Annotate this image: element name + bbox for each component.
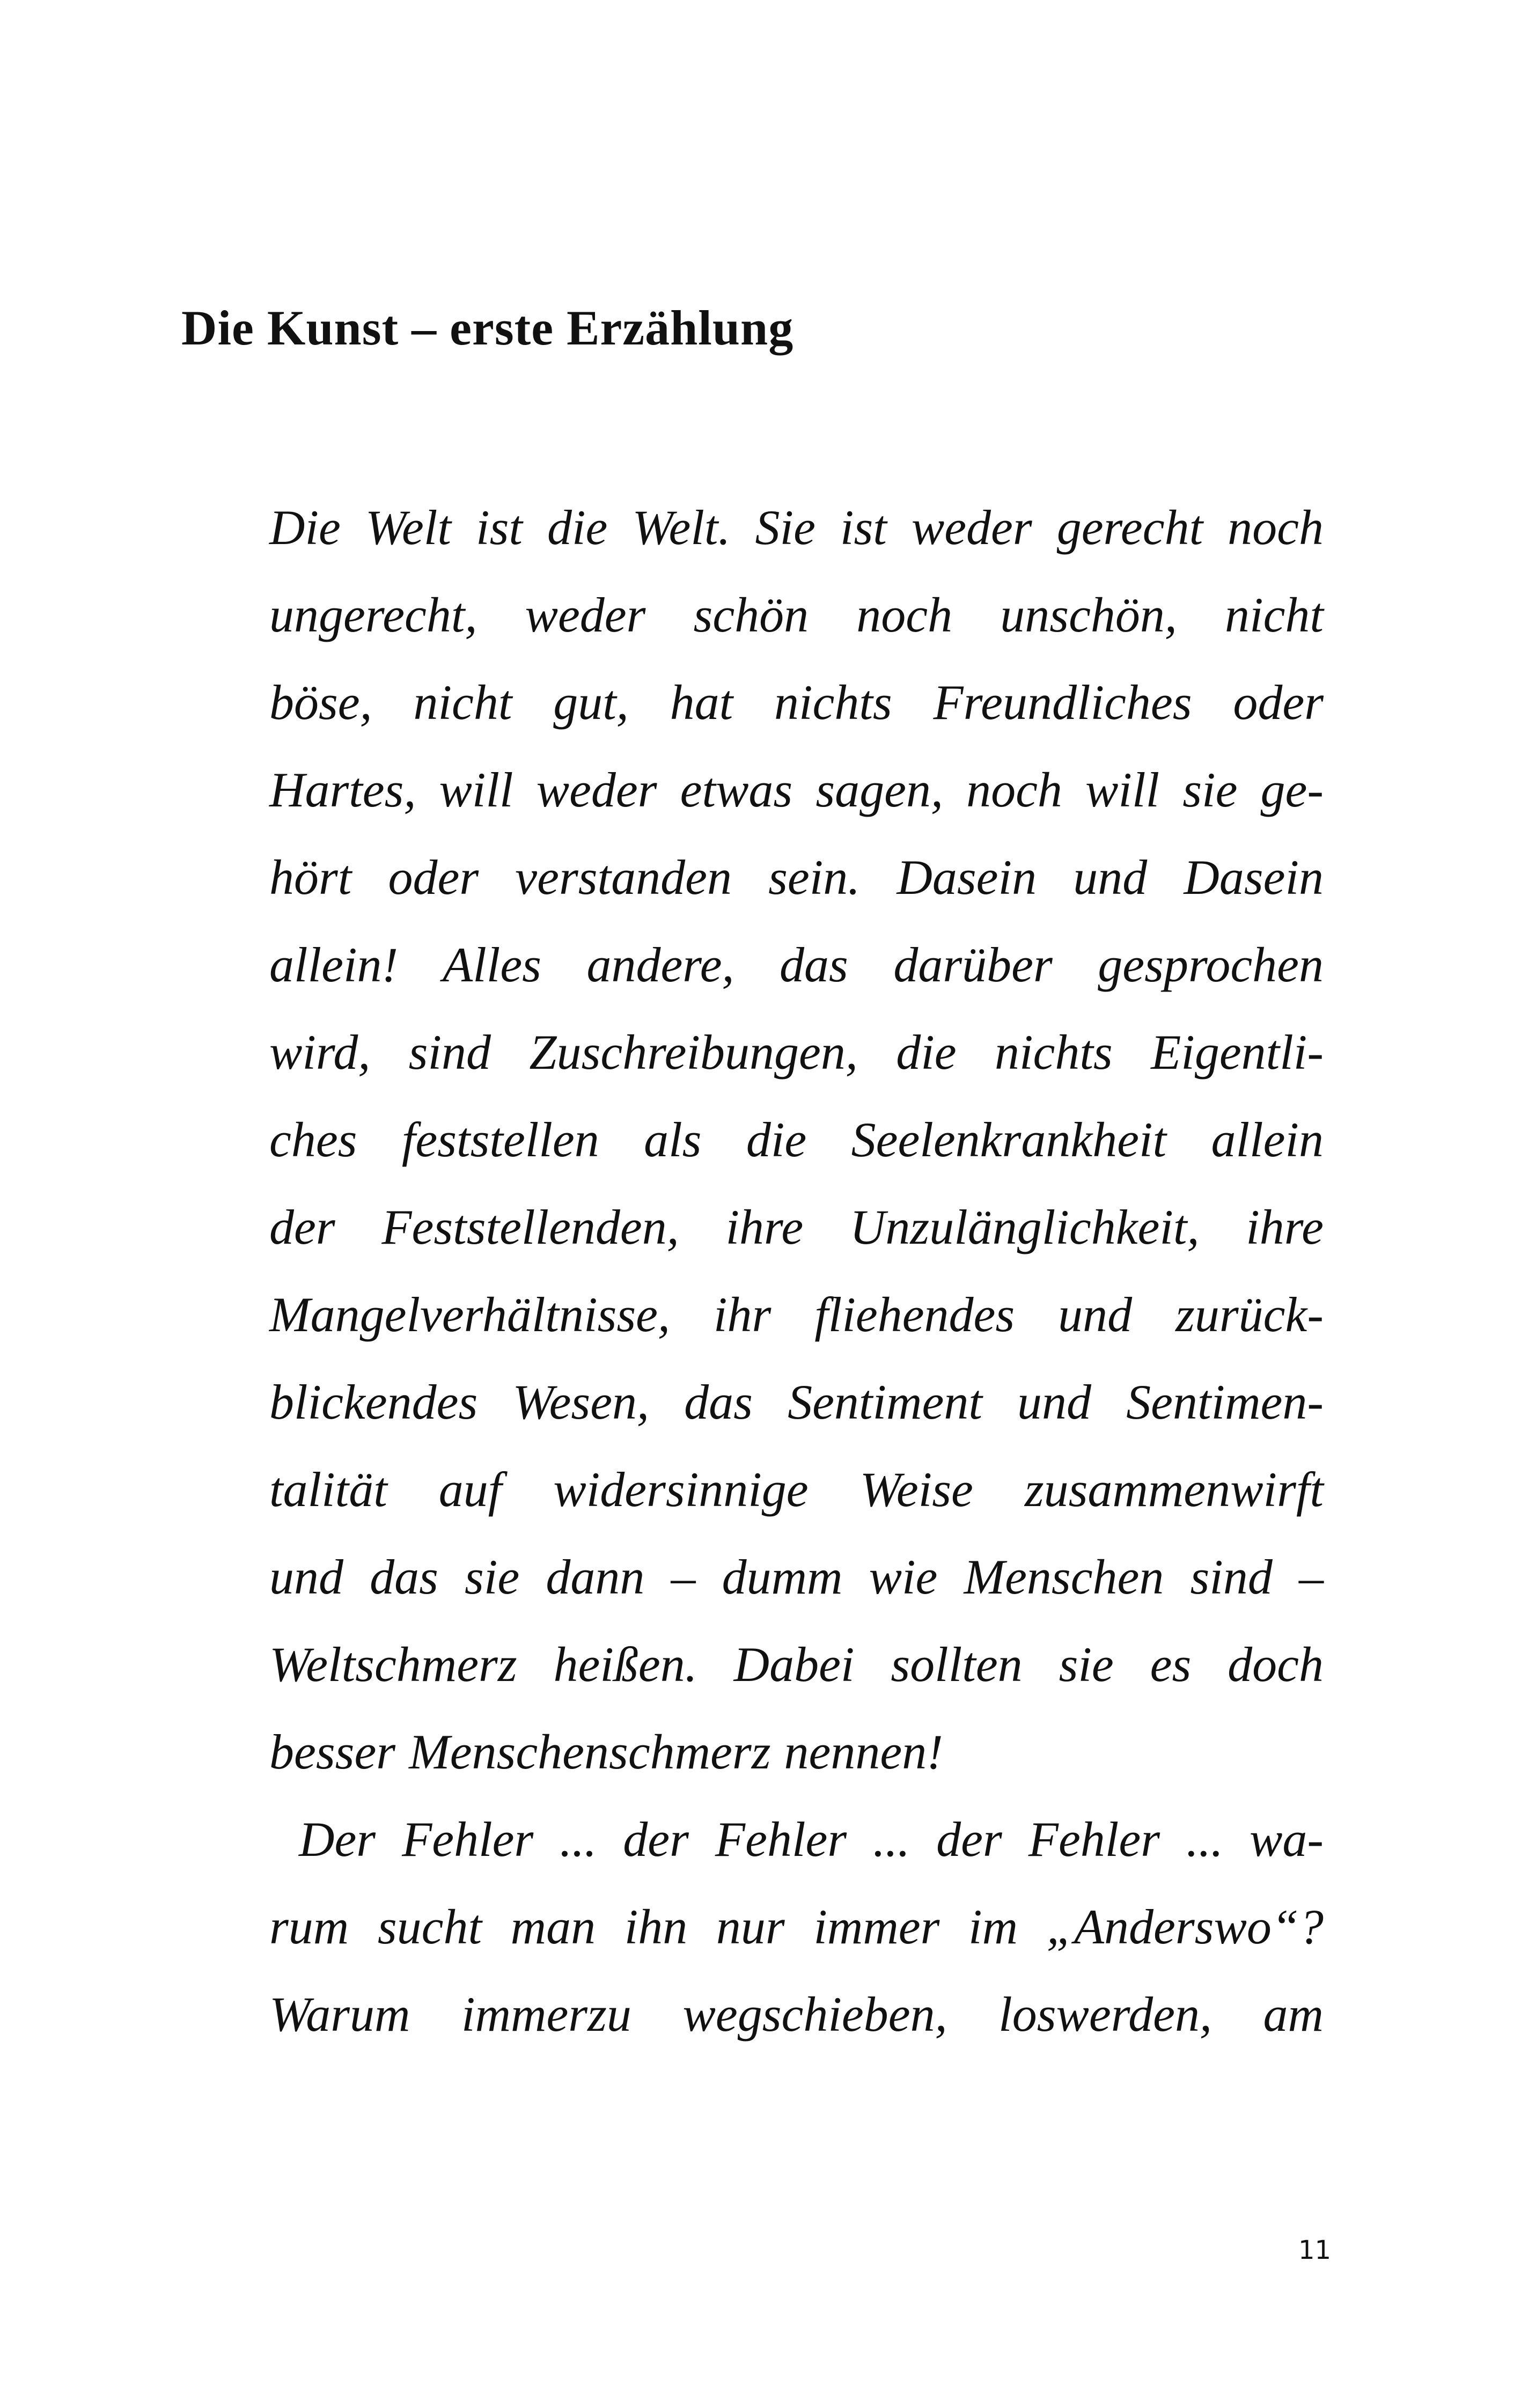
body-text [269, 484, 1324, 2058]
text-line: ungerecht, weder schön noch unschön, nicht [269, 588, 1324, 642]
text-line: Die Welt ist die Welt. Sie ist weder gerecht noch [269, 500, 1324, 555]
text-line: talität auf widersinnige Weise zusammenwirft [269, 1462, 1324, 1517]
text-line: rum sucht man ihn nur immer im „Anderswo“? [269, 1899, 1324, 1954]
text-line: Weltschmerz heißen. Dabei sollten sie es doch [269, 1637, 1324, 1692]
text-line: blickendes Wesen, das Sentiment und Sentimen- [269, 1375, 1324, 1429]
text-line: hört oder verstanden sein. Dasein und Dasein [269, 850, 1324, 905]
text-line: der Feststellenden, ihre Unzulänglichkeit, ihre [269, 1200, 1324, 1254]
text-line: Der Fehler ... der Fehler ... der Fehler ... wa- [299, 1812, 1324, 1867]
text-line: allein! Alles andere, das darüber gesprochen [269, 937, 1324, 992]
text-line: Mangelverhältnisse, ihr fliehendes und zurück- [269, 1287, 1324, 1342]
text-line: Warum immerzu wegschieben, loswerden, am [269, 1987, 1324, 2042]
text-line: wird, sind Zuschreibungen, die nichts Eigentli- [269, 1025, 1324, 1080]
page-number: 11 [1298, 2235, 1332, 2265]
text-line: Hartes, will weder etwas sagen, noch will sie ge- [269, 762, 1324, 817]
text-line: ches feststellen als die Seelenkrankheit allein [269, 1112, 1324, 1167]
text-line: besser Menschenschmerz nennen! [269, 1724, 943, 1779]
chapter-heading: Die Kunst – erste Erzählung [181, 300, 794, 355]
text-line: und das sie dann – dumm wie Menschen sind – [269, 1550, 1324, 1604]
text-line: böse, nicht gut, hat nichts Freundliches oder [269, 675, 1324, 730]
